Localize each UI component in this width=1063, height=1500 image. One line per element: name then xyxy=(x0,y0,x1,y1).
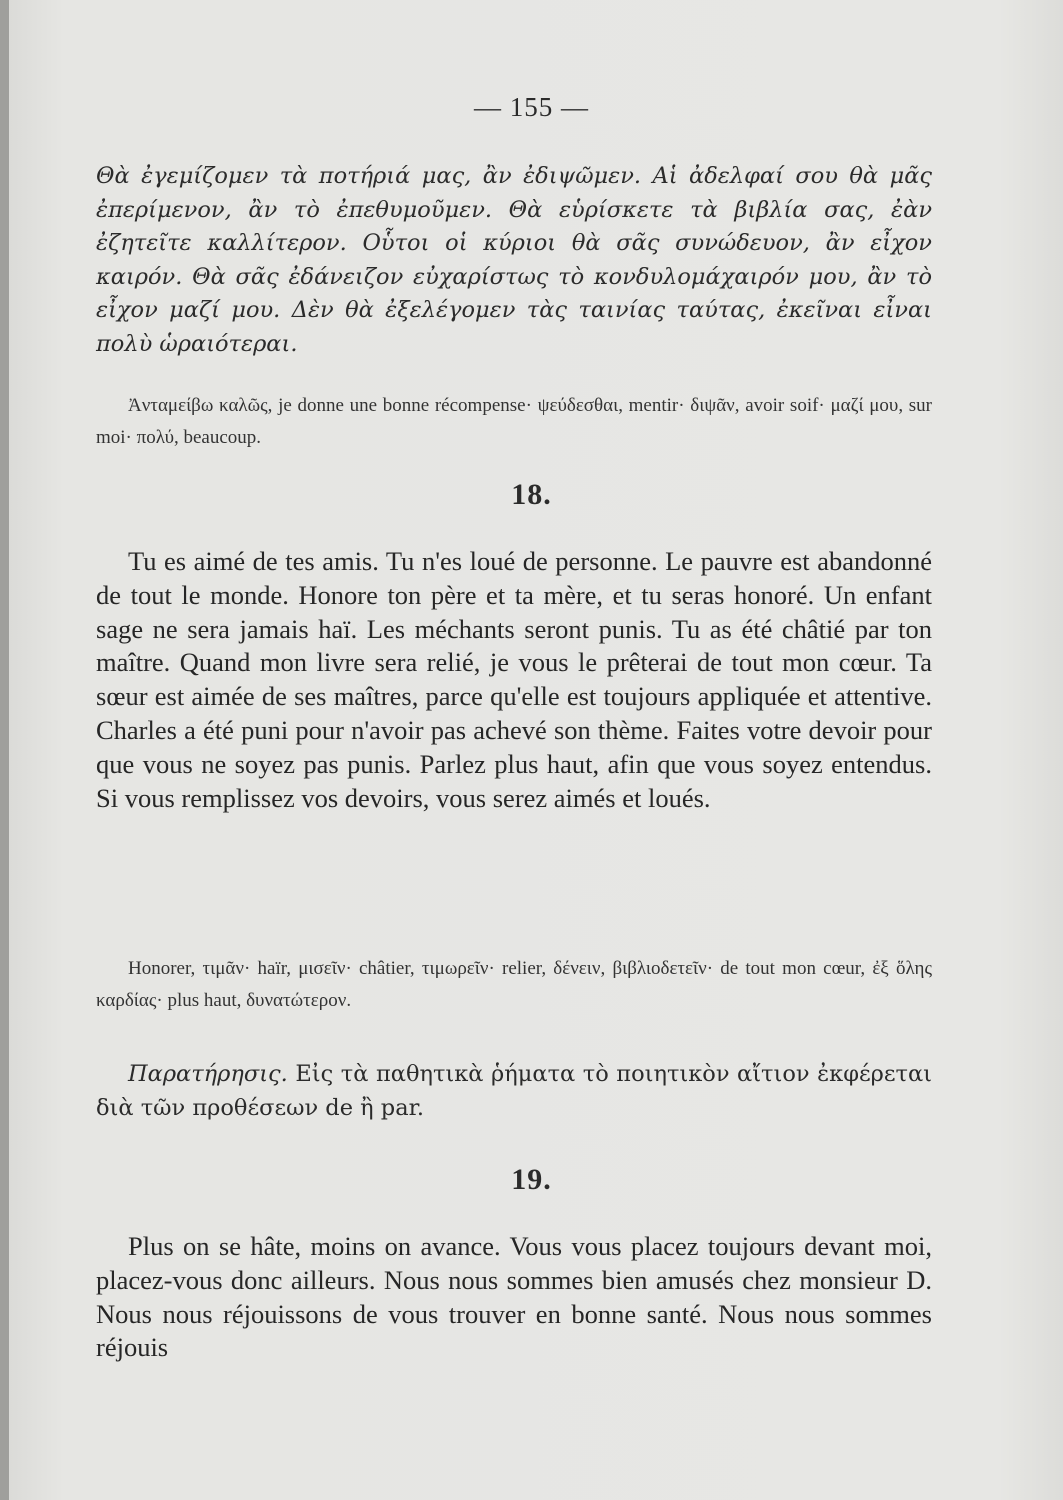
french-paragraph: Plus on se hâte, moins on avance. Vous vous placez toujours devant moi, placez-vous donc ailleurs. Nous nous sommes bien amusés chez monsieur D. Nous nous réjouissons de vous trouver en bonne santé. Nous nous sommes réjouis xyxy=(96,1231,932,1363)
section-17-greek-text xyxy=(96,160,932,361)
vocabulary-paragraph: Honorer, τιμᾶν· haïr, μισεῖν· châtier, τιμωρεῖν· relier, δένειν, βιβλιοδετεῖν· de tout mon cœur, ἐξ ὅλης καρδίας· plus haut, δυνατώτερον. xyxy=(96,958,932,1011)
note-paragraph xyxy=(96,1058,932,1125)
section-18-heading: 18. xyxy=(511,478,552,511)
page-binding-edge xyxy=(0,0,9,1500)
section-18-french-text xyxy=(96,545,932,815)
french-paragraph: Tu es aimé de tes amis. Tu n'es loué de personne. Le pauvre est abandonné de tout le monde. Honore ton père et ta mère, et tu seras honoré. Un enfant sage ne sera jamais haï. Les méchants seront punis. Tu as été châtié par ton maître. Quand mon livre sera relié, je vous le prêterai de tout mon cœur. Ta sœur est aimée de ses maîtres, parce qu'elle est toujours appliquée et attentive. Charles a été puni pour n'avoir pas achevé son thème. Faites votre devoir pour que vous ne soyez pas punis. Parlez plus haut, afin que vous soyez entendus. Si vous remplissez vos devoirs, vous serez aimés et loués. xyxy=(96,546,932,813)
section-18-note xyxy=(96,1058,932,1125)
note-label: Παρατήρησις. xyxy=(128,1061,288,1087)
vocabulary-paragraph: Ἀνταμείβω καλῶς, je donne une bonne récompense· ψεύδεσθαι, mentir· διψᾶν, avoir soif· μαζί μου, sur moi· πολύ, beaucoup. xyxy=(96,395,932,448)
note-text: Εἰς τὰ παθητικὰ ῥήματα τὸ ποιητικὸν αἴτιον ἐκφέρεται διὰ τῶν προθέσεων de ἢ par. xyxy=(96,1061,932,1121)
greek-paragraph: Θὰ ἐγεμίζομεν τὰ ποτήριά μας, ἂν ἐδιψῶμεν. Αἱ ἀδελφαί σου θὰ μᾶς ἐπερίμενον, ἂν τὸ ἐπεθυμοῦμεν. Θὰ εὑρίσκετε τὰ βιβλία σας, ἐὰν ἐζητεῖτε καλλίτερον. Οὗτοι οἱ κύριοι θὰ σᾶς συνώδευον, ἂν εἶχον καιρόν. Θὰ σᾶς ἐδάνειζον εὐχαρίστως τὸ κονδυλομάχαιρόν μου, ἂν τὸ εἶχον μαζί μου. Δὲν θὰ ἐξελέγομεν τὰς ταινίας ταύτας, ἐκεῖναι εἶναι πολὺ ὡραιότεραι. xyxy=(96,163,932,357)
section-18-vocabulary xyxy=(96,953,932,1017)
section-19-heading: 19. xyxy=(511,1163,552,1196)
page-number: — 155 — xyxy=(474,92,589,122)
section-17-vocabulary xyxy=(96,390,932,454)
section-19-french-text xyxy=(96,1230,932,1365)
